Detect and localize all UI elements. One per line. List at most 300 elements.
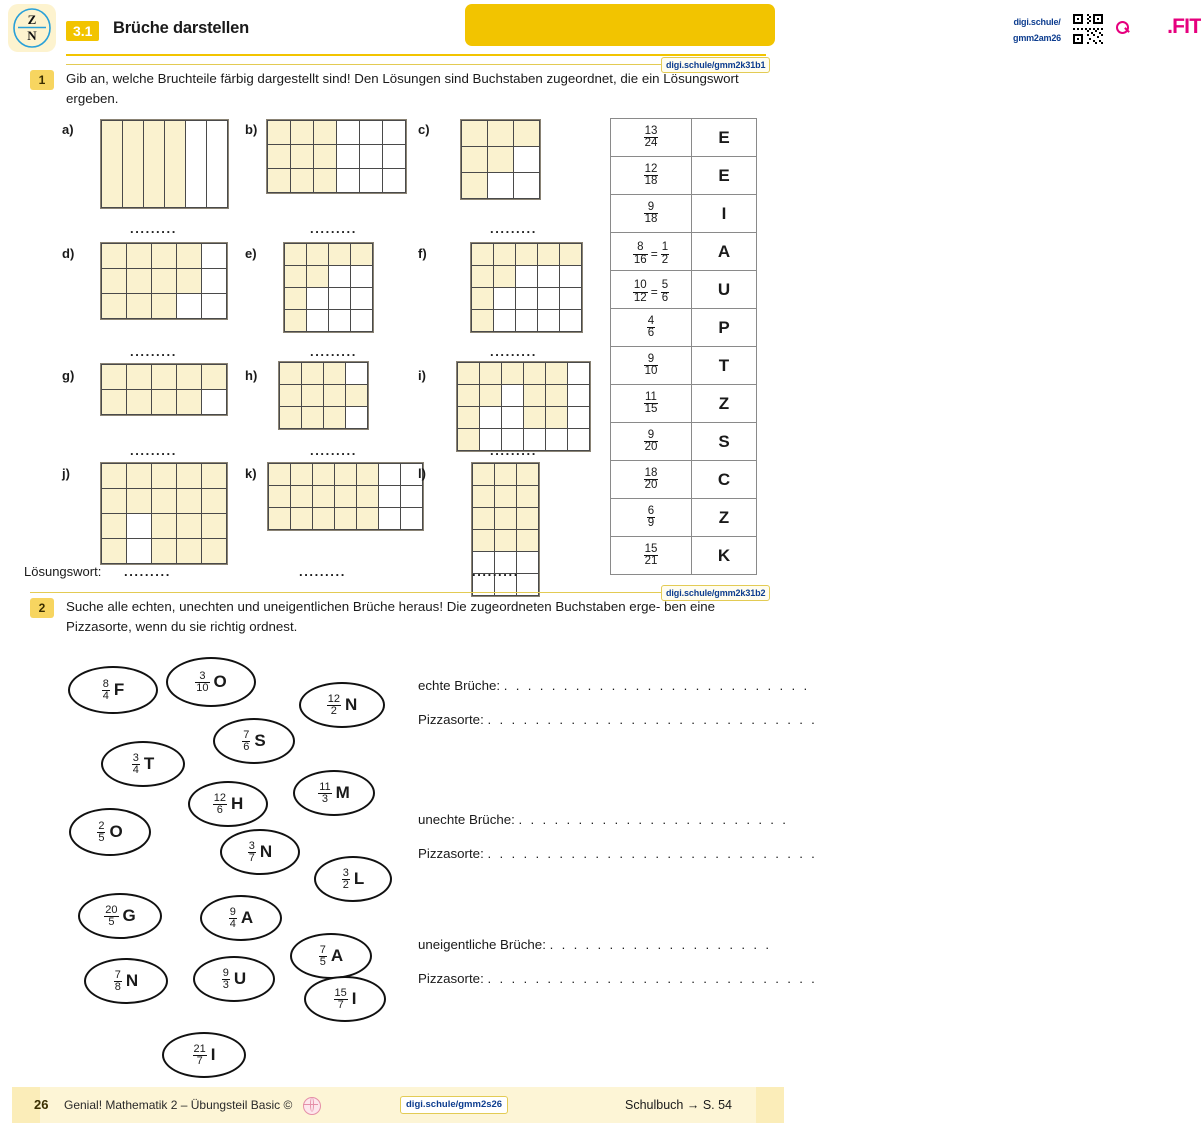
grid-row (472, 288, 582, 310)
grid-cell (517, 508, 539, 530)
online-code-line1: digi.schule/ (1013, 17, 1061, 27)
figure-answer-dots-k[interactable]: ......... (310, 443, 357, 458)
page-number: 26 (34, 1097, 49, 1112)
fraction-grid-i (456, 361, 591, 452)
bubble-fraction-10-numerator: 20 (105, 903, 118, 916)
answer-fraction-10 (647, 506, 655, 530)
header-divider (66, 54, 766, 56)
grid-row (102, 539, 227, 564)
answer-fraction-8-denominator: 20 (644, 441, 658, 453)
grid-cell (177, 539, 202, 564)
grid-cell (458, 429, 480, 451)
bubble-fraction-12 (319, 945, 327, 968)
grid-cell (335, 464, 357, 486)
grid-cell (379, 464, 401, 486)
grid-cell (102, 390, 127, 415)
grid-cell (351, 244, 373, 266)
answer-line-label-0: echte Brüche: (418, 678, 501, 693)
grid-cell (152, 464, 177, 489)
grid-cell (560, 288, 582, 310)
answer-fraction-9-numerator: 18 (644, 466, 658, 479)
answer-fraction-reduced-3 (661, 242, 669, 266)
answer-fraction-1-denominator: 18 (644, 175, 658, 187)
grid-row (285, 288, 373, 310)
bubble-fraction-6-numerator: 11 (319, 780, 331, 793)
answer-fraction-9 (644, 468, 659, 492)
grid-cell (337, 169, 360, 193)
fraction-bubble-o-7[interactable] (69, 808, 151, 856)
grid-cell (351, 310, 373, 332)
figure-label-b: b) (245, 122, 258, 137)
grid-cell (337, 121, 360, 145)
answer-fraction-7-denominator: 15 (644, 403, 658, 415)
grid-cell (560, 310, 582, 332)
grid-cell (291, 508, 313, 530)
answer-fraction-cell (611, 119, 692, 157)
answer-fraction-3-denominator: 16 (633, 253, 647, 266)
bubble-fraction-3-numerator: 7 (243, 728, 250, 741)
bubble-fraction-15-denominator: 7 (334, 999, 348, 1011)
grid-table (101, 243, 227, 319)
answer-fraction-cell (611, 195, 692, 233)
grid-cell (269, 486, 291, 508)
grid-cell (177, 464, 202, 489)
bubble-fraction-9 (342, 868, 350, 891)
grid-cell (202, 294, 227, 319)
answer-line-4[interactable] (418, 937, 771, 952)
fraction-bubble-a-11[interactable] (200, 895, 282, 941)
figure-label-d: d) (62, 246, 75, 261)
grid-cell (102, 464, 127, 489)
grid-cell (177, 294, 202, 319)
fraction-grid-j (100, 462, 228, 565)
grid-cell (335, 486, 357, 508)
grid-cell (360, 121, 383, 145)
grid-cell (346, 407, 368, 429)
figure-label-h: h) (245, 368, 258, 383)
equals-sign: = (650, 247, 658, 261)
grid-cell (488, 121, 514, 147)
answer-fraction-7 (644, 392, 659, 416)
fraction-bubble-n-8[interactable] (220, 829, 300, 875)
exercise1-instruction-line1: Gib an, welche Bruchteile färbig dargestellt sind! Den Lösungen sind Buchstaben zugeordnet, die ein (66, 71, 660, 86)
grid-cell (177, 390, 202, 415)
bubble-fraction-1 (195, 671, 209, 694)
online-examples-label (939, 13, 1001, 43)
grid-cell (514, 121, 540, 147)
grid-cell (538, 266, 560, 288)
grid-cell (202, 365, 227, 390)
fraction-bubble-l-9[interactable] (314, 856, 392, 902)
answer-fraction-8-numerator: 9 (647, 428, 655, 441)
grid-row (462, 147, 540, 173)
answer-fraction-reduced-4-denominator: 6 (661, 291, 669, 304)
answer-fraction-5-denominator: 6 (647, 327, 655, 339)
answer-fraction-cell (611, 309, 692, 347)
answer-fraction-6-denominator: 10 (644, 365, 658, 377)
footer-book-reference: Schulbuch → S. 54 (625, 1098, 733, 1112)
grid-cell (472, 244, 494, 266)
answer-line-5[interactable] (418, 971, 817, 986)
grid-row (102, 514, 227, 539)
grid-row (280, 363, 368, 385)
answer-fraction-4-denominator: 12 (633, 291, 647, 304)
exercise2-instruction-line1: Suche alle echten, unechten und uneigentlichen Brüche heraus! Die zugeordneten Buchstaben erge- (66, 599, 661, 614)
bubble-letter-9: L (353, 869, 365, 888)
grid-cell (152, 294, 177, 319)
bubble-letter-3: S (254, 731, 266, 750)
bubble-letter-6: M (335, 783, 350, 802)
grid-cell (314, 169, 337, 193)
answer-line-dots-3[interactable]: . . . . . . . . . . . . . . . . . . . . . . . . . . . . (487, 846, 818, 861)
fraction-bubble-o-1[interactable] (166, 657, 256, 707)
grid-cell (152, 390, 177, 415)
grid-cell (346, 363, 368, 385)
grid-row (462, 121, 540, 147)
grid-cell (302, 363, 324, 385)
answer-letter-cell: S (692, 423, 757, 461)
grid-cell (127, 390, 152, 415)
answer-letter-cell: P (692, 309, 757, 347)
grid-cell (495, 486, 517, 508)
grid-cell (495, 530, 517, 552)
figure-answer-dots-h[interactable]: ......... (310, 344, 357, 359)
bubble-letter-0: F (113, 680, 125, 699)
answer-line-dots-5[interactable]: . . . . . . . . . . . . . . . . . . . . . . . . . . . . (487, 971, 818, 986)
digifit-wordmark (1133, 15, 1201, 39)
answer-letter-cell: E (692, 157, 757, 195)
bubble-fraction-5-numerator: 12 (213, 791, 226, 804)
bubble-fraction-4-numerator: 3 (132, 751, 139, 764)
online-examples-box[interactable] (465, 4, 1201, 46)
grid-table (268, 463, 423, 530)
online-code-line2: gmm2am26 (1013, 33, 1061, 43)
grid-cell (462, 147, 488, 173)
bubble-fraction-6-denominator: 3 (318, 793, 331, 805)
bubble-letter-14: N (125, 971, 139, 990)
digifit-logo[interactable] (1113, 14, 1201, 40)
answer-fraction-cell (611, 537, 692, 575)
grid-cell (207, 121, 228, 208)
page-header (0, 0, 1201, 56)
grid-row (268, 169, 406, 193)
grid-cell (538, 288, 560, 310)
figure-answer-dots-f[interactable]: ......... (490, 221, 537, 236)
chapter-number-badge: 3.1 (66, 21, 99, 41)
figure-label-j: j) (62, 466, 70, 481)
figure-answer-dots-j[interactable]: ......... (130, 443, 177, 458)
answer-fraction-5 (647, 316, 655, 340)
grid-cell (357, 486, 379, 508)
grid-cell (473, 508, 495, 530)
answer-letter-cell: T (692, 347, 757, 385)
grid-cell (127, 514, 152, 539)
fraction-bubble-u-13[interactable] (193, 956, 275, 1002)
fraction-letter-table (610, 118, 757, 575)
grid-cell (472, 310, 494, 332)
bubble-fraction-11-numerator: 9 (229, 905, 236, 918)
grid-cell (280, 407, 302, 429)
answer-fraction-5-numerator: 4 (647, 314, 655, 327)
answer-table-row (611, 157, 757, 195)
page-footer (0, 1087, 800, 1123)
bubble-fraction-5 (213, 793, 227, 816)
bubble-fraction-3 (242, 730, 250, 753)
grid-cell (102, 244, 127, 269)
bubble-fraction-11-denominator: 4 (229, 917, 236, 930)
grid-row (280, 385, 368, 407)
answer-letter-cell: C (692, 461, 757, 499)
answer-fraction-1-numerator: 12 (644, 162, 658, 175)
answer-line-dots-2[interactable]: . . . . . . . . . . . . . . . . . . . . . . . (518, 812, 789, 827)
fraction-bubble-t-4[interactable] (101, 741, 185, 787)
answer-letter-cell: Z (692, 385, 757, 423)
answer-table-row (611, 385, 757, 423)
grid-row (102, 121, 228, 208)
grid-cell (302, 385, 324, 407)
answer-fraction-2 (644, 202, 659, 226)
grid-cell (546, 363, 568, 385)
bubble-fraction-0-numerator: 8 (102, 677, 109, 690)
grid-cell (516, 266, 538, 288)
bubble-fraction-0-denominator: 4 (102, 689, 109, 702)
grid-cell (494, 288, 516, 310)
grid-cell (313, 464, 335, 486)
answer-fraction-2-numerator: 9 (647, 200, 655, 213)
answer-line-1[interactable] (418, 712, 817, 727)
grid-cell (302, 407, 324, 429)
grid-cell (494, 266, 516, 288)
answer-line-3[interactable] (418, 846, 817, 861)
grid-cell (568, 385, 590, 407)
grid-cell (268, 121, 291, 145)
grid-cell (514, 173, 540, 199)
bubble-fraction-13-denominator: 3 (222, 978, 229, 991)
answer-fraction-9-denominator: 20 (644, 479, 658, 491)
grid-cell (538, 310, 560, 332)
answer-fraction-11-numerator: 15 (644, 542, 658, 555)
bubble-fraction-14-numerator: 7 (114, 968, 121, 981)
fraction-grid-c (460, 119, 541, 200)
figure-label-e: e) (245, 246, 257, 261)
grid-cell (127, 489, 152, 514)
fraction-grid-k (267, 462, 424, 531)
bubble-letter-13: U (233, 969, 247, 988)
bubble-fraction-5-denominator: 6 (213, 804, 227, 816)
grid-cell (383, 169, 406, 193)
globe-icon (303, 1097, 321, 1115)
answer-line-dots-4[interactable]: . . . . . . . . . . . . . . . . . . . (549, 937, 772, 952)
grid-cell (102, 489, 127, 514)
grid-table (284, 243, 373, 332)
grid-cell (307, 266, 329, 288)
bubble-fraction-14 (114, 970, 122, 993)
bubble-fraction-2-denominator: 2 (327, 705, 341, 717)
grid-table (279, 362, 368, 429)
grid-cell (269, 464, 291, 486)
solution-word-dots-1[interactable]: ......... (124, 564, 171, 579)
grid-cell (314, 121, 337, 145)
qr-code-icon[interactable] (1071, 12, 1105, 46)
figure-answer-dots-g[interactable]: ......... (130, 344, 177, 359)
answer-fraction-11 (644, 544, 659, 568)
fraction-grid-e (283, 242, 374, 333)
grid-cell (379, 508, 401, 530)
fraction-bubble-i-16[interactable] (162, 1032, 246, 1078)
bubble-fraction-13-numerator: 9 (222, 966, 229, 979)
grid-cell (472, 266, 494, 288)
bubble-fraction-2 (327, 694, 341, 717)
grid-cell (102, 269, 127, 294)
fraction-bubble-n-2[interactable] (299, 682, 385, 728)
figure-label-k: k) (245, 466, 257, 481)
grid-cell (152, 539, 177, 564)
grid-cell (524, 363, 546, 385)
grid-cell (516, 288, 538, 310)
grid-cell (458, 363, 480, 385)
answer-line-0[interactable] (418, 678, 809, 693)
answer-fraction-cell (611, 157, 692, 195)
fraction-grid-g (100, 363, 228, 416)
fraction-bubble-m-6[interactable] (293, 770, 375, 816)
fraction-bubble-f-0[interactable] (68, 666, 158, 714)
grid-cell (285, 266, 307, 288)
exercise1-tag-line (66, 64, 661, 65)
bubble-fraction-13 (222, 968, 230, 991)
answer-fraction-10-denominator: 9 (647, 517, 655, 529)
solution-word-dots-2[interactable]: ......... (299, 564, 346, 579)
exercise2-tag[interactable]: digi.schule/gmm2k31b2 (661, 585, 770, 601)
fraction-equality (633, 280, 669, 304)
answer-fraction-0-denominator: 24 (644, 137, 658, 149)
grid-cell (346, 385, 368, 407)
answer-line-dots-1[interactable]: . . . . . . . . . . . . . . . . . . . . . . . . . . . . (487, 712, 818, 727)
grid-cell (329, 310, 351, 332)
grid-cell (177, 365, 202, 390)
answer-fraction-reduced-3-numerator: 1 (661, 241, 669, 253)
grid-cell (480, 385, 502, 407)
grid-cell (495, 508, 517, 530)
grid-cell (177, 244, 202, 269)
solution-word-dots-3[interactable]: ......... (472, 564, 519, 579)
exercise2-number: 2 (30, 598, 54, 618)
grid-cell (152, 489, 177, 514)
bubble-fraction-16-denominator: 7 (193, 1055, 207, 1067)
grid-cell (502, 407, 524, 429)
grid-cell (360, 145, 383, 169)
bubble-fraction-8-denominator: 7 (248, 851, 255, 864)
answer-letter-cell: E (692, 119, 757, 157)
grid-row (473, 464, 539, 486)
grid-row (458, 407, 590, 429)
grid-cell (337, 145, 360, 169)
online-code-box (1006, 12, 1068, 46)
bubble-fraction-3-denominator: 6 (243, 740, 250, 753)
grid-row (285, 244, 373, 266)
answer-table-row (611, 347, 757, 385)
grid-cell (462, 173, 488, 199)
bubble-fraction-7-denominator: 5 (98, 831, 105, 844)
grid-cell (127, 365, 152, 390)
fraction-bubble-i-15[interactable] (304, 976, 386, 1022)
bubble-letter-5: H (230, 794, 244, 813)
fraction-bubble-n-14[interactable] (84, 958, 168, 1004)
grid-cell (502, 385, 524, 407)
grid-cell (291, 486, 313, 508)
grid-cell (280, 363, 302, 385)
figure-answer-dots-d[interactable]: ......... (130, 221, 177, 236)
bubble-fraction-4-denominator: 4 (132, 763, 139, 776)
answer-table-row (611, 461, 757, 499)
answer-line-2[interactable] (418, 812, 788, 827)
answer-fraction-8 (644, 430, 659, 454)
grid-cell (494, 244, 516, 266)
grid-cell (560, 244, 582, 266)
fraction-bubble-g-10[interactable] (78, 893, 162, 939)
grid-row (102, 365, 227, 390)
bubble-letter-8: N (259, 842, 273, 861)
figure-answer-dots-l[interactable]: ......... (490, 443, 537, 458)
fraction-grid-b (266, 119, 407, 194)
bubble-letter-4: T (143, 754, 155, 773)
grid-cell (127, 464, 152, 489)
grid-table (457, 362, 590, 451)
grid-cell (291, 464, 313, 486)
bubble-fraction-12-numerator: 7 (319, 943, 326, 956)
answer-letter-cell: U (692, 271, 757, 309)
grid-cell (329, 266, 351, 288)
grid-table (101, 364, 227, 415)
grid-cell (102, 539, 127, 564)
fraction-bubble-a-12[interactable] (290, 933, 372, 979)
grid-cell (307, 288, 329, 310)
fraction-bubble-h-5[interactable] (188, 781, 268, 827)
grid-cell (127, 244, 152, 269)
grid-cell (313, 486, 335, 508)
figure-answer-dots-i[interactable]: ......... (490, 344, 537, 359)
grid-row (268, 145, 406, 169)
fraction-bubble-s-3[interactable] (213, 718, 295, 764)
answer-fraction-cell (611, 347, 692, 385)
answer-fraction-cell (611, 423, 692, 461)
grid-cell (546, 407, 568, 429)
grid-row (473, 486, 539, 508)
grid-cell (329, 288, 351, 310)
grid-cell (177, 269, 202, 294)
grid-cell (480, 363, 502, 385)
figure-label-i: i) (418, 368, 426, 383)
grid-row (269, 464, 423, 486)
grid-cell (285, 288, 307, 310)
grid-cell (324, 363, 346, 385)
grid-row (472, 310, 582, 332)
answer-fraction-3 (633, 242, 648, 266)
answer-fraction-3-numerator: 8 (637, 241, 644, 253)
exercise2-instruction (66, 597, 774, 637)
exercise1-tag[interactable]: digi.schule/gmm2k31b1 (661, 57, 770, 73)
grid-row (458, 385, 590, 407)
answer-line-dots-0[interactable]: . . . . . . . . . . . . . . . . . . . . . . . . . . (503, 678, 810, 693)
grid-cell (473, 464, 495, 486)
bubble-fraction-10 (104, 905, 118, 928)
figure-answer-dots-e[interactable]: ......... (310, 221, 357, 236)
footer-tag[interactable]: digi.schule/gmm2s26 (400, 1096, 508, 1114)
answer-table-row (611, 195, 757, 233)
grid-cell (291, 145, 314, 169)
grid-cell (458, 385, 480, 407)
answer-fraction-cell (611, 233, 692, 271)
bubble-fraction-0 (102, 679, 110, 702)
